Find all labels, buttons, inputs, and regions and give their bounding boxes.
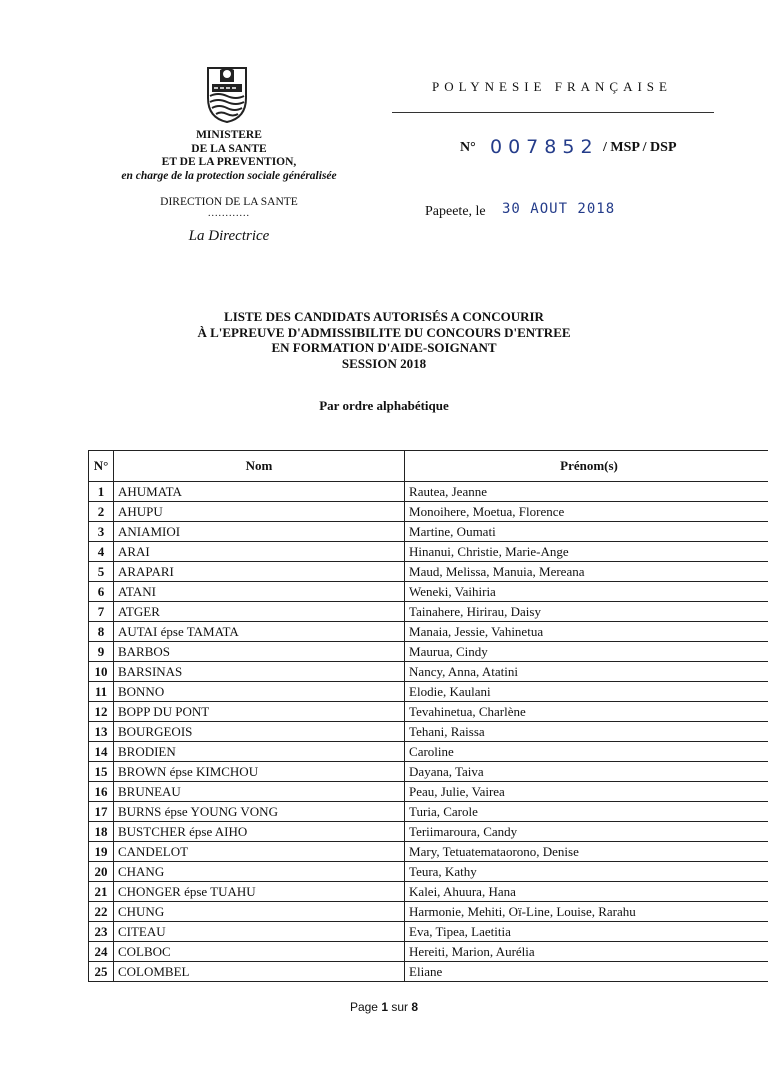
directrice-label: La Directrice: [188, 228, 270, 244]
table-row: [89, 562, 768, 582]
candidates-table: [88, 450, 768, 982]
row-nom: ARAI: [113, 542, 404, 562]
row-number: 9: [89, 642, 114, 662]
row-number: 1: [89, 482, 114, 502]
row-nom: BUSTCHER épse AIHO: [113, 822, 404, 842]
table-row: [89, 622, 768, 642]
row-prenom: Monoihere, Moetua, Florence: [405, 502, 768, 522]
row-prenom: Turia, Carole: [405, 802, 768, 822]
page-total: 8: [411, 1000, 419, 1014]
sort-order-label: Par ordre alphabétique: [319, 398, 449, 413]
row-nom: CHUNG: [113, 902, 404, 922]
table-row: [89, 702, 768, 722]
row-nom: ATGER: [113, 602, 404, 622]
row-nom: CANDELOT: [113, 842, 404, 862]
table-header-row: [89, 451, 768, 482]
table-row: [89, 742, 768, 762]
row-nom: ANIAMIOI: [113, 522, 404, 542]
direction-dots: ............: [208, 208, 250, 219]
row-number: 17: [89, 802, 114, 822]
table-row: [89, 542, 768, 562]
row-number: 13: [89, 722, 114, 742]
header-nom: Nom: [113, 451, 404, 482]
reference-suffix: / MSP / DSP: [603, 140, 677, 155]
row-prenom: Nancy, Anna, Atatini: [405, 662, 768, 682]
row-prenom: Maurua, Cindy: [405, 642, 768, 662]
table-row: [89, 482, 768, 502]
title-line: SESSION 2018: [341, 355, 427, 371]
government-emblem-icon: [196, 62, 258, 124]
table-row: [89, 522, 768, 542]
table-row: [89, 862, 768, 882]
row-number: 4: [89, 542, 114, 562]
table-row: [89, 822, 768, 842]
row-nom: BARSINAS: [113, 662, 404, 682]
row-prenom: Tehani, Raissa: [405, 722, 768, 742]
row-nom: BOPP DU PONT: [113, 702, 404, 722]
row-prenom: Teriimaroura, Candy: [405, 822, 768, 842]
table-row: [89, 782, 768, 802]
row-number: 3: [89, 522, 114, 542]
row-number: 12: [89, 702, 114, 722]
row-prenom: Rautea, Jeanne: [405, 482, 768, 502]
of-word: sur: [391, 1000, 409, 1014]
table-row: [89, 722, 768, 742]
row-nom: COLBOC: [113, 942, 404, 962]
document-title: [150, 309, 618, 371]
row-number: 7: [89, 602, 114, 622]
row-nom: AHUPU: [113, 502, 404, 522]
title-line: À L'EPREUVE D'ADMISSIBILITE DU CONCOURS D'ENTREE: [197, 324, 571, 340]
table-row: [89, 762, 768, 782]
table-row: [89, 922, 768, 942]
row-nom: CHANG: [113, 862, 404, 882]
row-nom: BONNO: [113, 682, 404, 702]
date-stamp: 30 AOUT 2018: [502, 201, 616, 217]
table-row: [89, 882, 768, 902]
row-nom: CHONGER épse TUAHU: [113, 882, 404, 902]
table-row: [89, 942, 768, 962]
row-number: 14: [89, 742, 114, 762]
row-prenom: Caroline: [405, 742, 768, 762]
row-prenom: Eliane: [405, 962, 768, 982]
row-nom: BRUNEAU: [113, 782, 404, 802]
row-prenom: Manaia, Jessie, Vahinetua: [405, 622, 768, 642]
row-prenom: Teura, Kathy: [405, 862, 768, 882]
ministry-block: [90, 129, 368, 183]
row-prenom: Tainahere, Hirirau, Daisy: [405, 602, 768, 622]
row-prenom: Harmonie, Mehiti, Oï-Line, Louise, Rarahu: [405, 902, 768, 922]
row-number: 16: [89, 782, 114, 802]
table-row: [89, 582, 768, 602]
ministry-line: MINISTERE: [196, 129, 262, 141]
direction-label: DIRECTION DE LA SANTE: [160, 196, 298, 208]
table-row: [89, 602, 768, 622]
row-prenom: Tevahinetua, Charlène: [405, 702, 768, 722]
table-row: [89, 842, 768, 862]
place-label: Papeete, le: [425, 204, 486, 219]
number-label: N°: [460, 140, 476, 155]
row-number: 8: [89, 622, 114, 642]
reference-number: 007852: [490, 136, 599, 158]
row-number: 22: [89, 902, 114, 922]
row-nom: COLOMBEL: [113, 962, 404, 982]
row-number: 10: [89, 662, 114, 682]
table-row: [89, 902, 768, 922]
row-nom: ARAPARI: [113, 562, 404, 582]
row-number: 18: [89, 822, 114, 842]
table-row: [89, 662, 768, 682]
row-nom: AHUMATA: [113, 482, 404, 502]
row-nom: BRODIEN: [113, 742, 404, 762]
row-number: 20: [89, 862, 114, 882]
row-prenom: Eva, Tipea, Laetitia: [405, 922, 768, 942]
title-line: LISTE DES CANDIDATS AUTORISÉS A CONCOURIR: [224, 309, 544, 324]
header-num: N°: [89, 451, 114, 482]
page-number: 1: [381, 1000, 388, 1014]
country-heading: POLYNESIE FRANÇAISE: [432, 79, 672, 94]
row-prenom: Kalei, Ahuura, Hana: [405, 882, 768, 902]
row-nom: AUTAI épse TAMATA: [113, 622, 404, 642]
table-row: [89, 682, 768, 702]
row-number: 11: [89, 682, 114, 702]
row-number: 5: [89, 562, 114, 582]
row-number: 24: [89, 942, 114, 962]
row-prenom: Peau, Julie, Vairea: [405, 782, 768, 802]
row-nom: CITEAU: [113, 922, 404, 942]
row-number: 25: [89, 962, 114, 982]
page-word: Page: [349, 1000, 378, 1014]
ministry-line: ET DE LA PREVENTION,: [161, 156, 297, 168]
row-number: 6: [89, 582, 114, 602]
table-row: [89, 502, 768, 522]
row-prenom: Hereiti, Marion, Aurélia: [405, 942, 768, 962]
row-nom: BURNS épse YOUNG VONG: [113, 802, 404, 822]
row-prenom: Weneki, Vaihiria: [405, 582, 768, 602]
table-row: [89, 962, 768, 982]
page-footer: [0, 1000, 768, 1014]
ministry-subtitle: en charge de la protection sociale généralisée: [121, 169, 337, 182]
row-prenom: Dayana, Taiva: [405, 762, 768, 782]
row-prenom: Hinanui, Christie, Marie-Ange: [405, 542, 768, 562]
header-prenom: Prénom(s): [405, 451, 768, 482]
header-divider: [392, 112, 714, 113]
table-row: [89, 642, 768, 662]
row-number: 21: [89, 882, 114, 902]
table-row: [89, 802, 768, 822]
title-line: EN FORMATION D'AIDE-SOIGNANT: [271, 340, 497, 355]
row-number: 2: [89, 502, 114, 522]
row-prenom: Elodie, Kaulani: [405, 682, 768, 702]
row-nom: BOURGEOIS: [113, 722, 404, 742]
row-prenom: Maud, Melissa, Manuia, Mereana: [405, 562, 768, 582]
row-nom: ATANI: [113, 582, 404, 602]
ministry-line: DE LA SANTE: [191, 142, 267, 155]
row-nom: BROWN épse KIMCHOU: [113, 762, 404, 782]
row-nom: BARBOS: [113, 642, 404, 662]
row-prenom: Mary, Tetuatemataorono, Denise: [405, 842, 768, 862]
row-number: 23: [89, 922, 114, 942]
row-prenom: Martine, Oumati: [405, 522, 768, 542]
row-number: 15: [89, 762, 114, 782]
row-number: 19: [89, 842, 114, 862]
